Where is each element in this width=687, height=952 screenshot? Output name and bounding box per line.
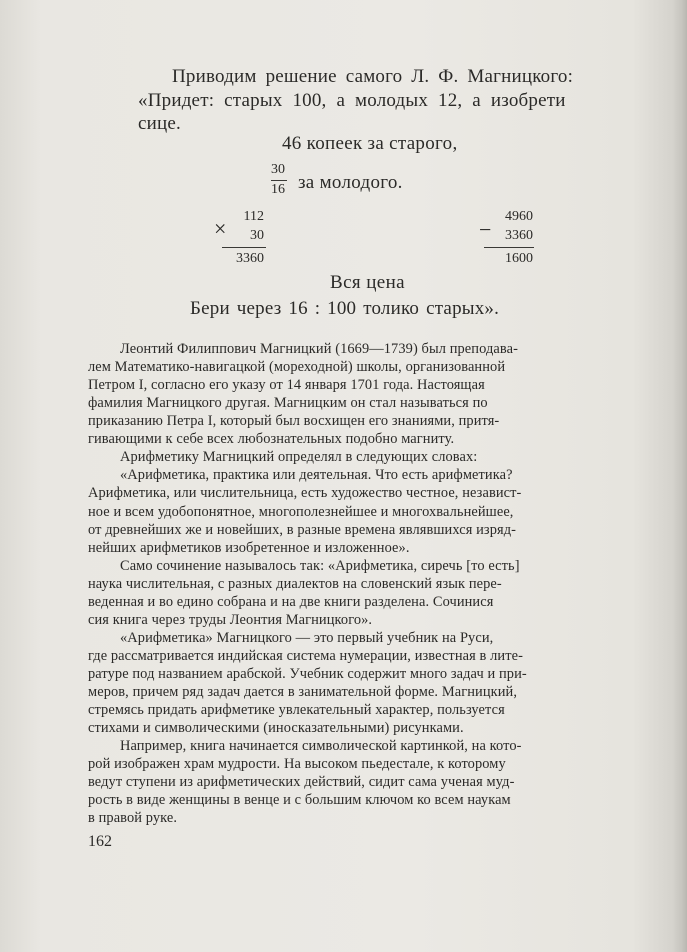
sub-bottom-number: 3360	[505, 228, 533, 243]
body-line: Арифметика, или числительница, есть художество честное, независт-	[88, 485, 522, 502]
fraction-bar	[271, 180, 287, 181]
body-line: Петром I, согласно его указу от 14 января 1701 года. Настоящая	[88, 377, 485, 394]
body-line: стремясь придать арифметике увлекательный характер, пользуется	[88, 702, 505, 718]
take-line: Бери через 16 : 100 толико старых».	[190, 298, 500, 319]
body-line: лем Математико-навигацкой (мореходной) школы, организованной	[88, 359, 506, 376]
old-price-line: 46 копеек за старого,	[282, 133, 458, 154]
body-line: фамилия Магницкого другая. Магницким он стал называться по	[88, 395, 488, 412]
mult-top-number: 112	[243, 209, 264, 224]
body-line: «Арифметика, практика или деятельная. Что есть арифметика?	[120, 467, 513, 484]
mult-rule	[222, 247, 266, 248]
young-price-line: за молодого.	[298, 172, 403, 193]
mult-bottom-number: 30	[250, 228, 264, 243]
quote-line-2: «Придет: старых 100, а молодых 12, а изобрети	[138, 90, 566, 111]
body-line: ведут ступени из арифметических действий, сидит сама ученая муд-	[88, 774, 515, 791]
page-edge-shadow	[673, 0, 687, 952]
sub-result-number: 1600	[505, 251, 533, 266]
body-line: гивающими к себе всех любознательных подобно магниту.	[88, 431, 455, 448]
fraction-numerator: 30	[271, 162, 285, 177]
body-line: меров, причем ряд задач дается в занимательной форме. Магницкий,	[88, 684, 518, 700]
body-line: Арифметику Магницкий определял в следующих словах:	[120, 449, 478, 466]
body-line: Само сочинение называлось так: «Арифметика, сиречь [то есть]	[120, 557, 520, 574]
body-line: Например, книга начинается символической картинкой, на кото-	[120, 738, 522, 755]
body-line: где рассматривается индийская система нумерации, известная в лите-	[88, 647, 523, 664]
quote-line-3: сице.	[138, 113, 181, 134]
body-line: рость в виде женщины в венце и с большим ключом ко всем наукам	[88, 792, 511, 809]
quote-line-1: Приводим решение самого Л. Ф. Магницкого:	[172, 66, 574, 87]
sub-rule	[484, 247, 534, 248]
body-line: в правой руке.	[88, 810, 178, 827]
body-line: Леонтий Филиппович Магницкий (1669—1739) был преподава-	[120, 341, 518, 357]
body-line: нейших арифметиков изобретенное и изложенное».	[88, 539, 410, 556]
body-line: ное и всем удобопонятное, многополезнейшее и многохвальнейшее,	[88, 503, 514, 520]
page-number: 162	[88, 833, 112, 850]
body-line: сия книга через труды Леонтия Магницкого».	[88, 611, 373, 628]
total-price-line: Вся цена	[330, 272, 405, 293]
minus-sign: −	[479, 217, 492, 242]
body-line: наука числительная, с разных диалектов на словенский язык пере-	[88, 575, 502, 592]
sub-top-number: 4960	[505, 209, 533, 224]
body-line: приказанию Петра I, который был восхищен его знаниями, притя-	[88, 413, 500, 430]
body-line: «Арифметика» Магницкого — это первый учебник на Руси,	[120, 629, 494, 646]
body-line: стихами и символическими (иносказательными) рисунками.	[88, 720, 464, 736]
mult-result-number: 3360	[236, 251, 264, 266]
body-line: ратуре под названием арабской. Учебник содержит много задач и при-	[88, 665, 527, 682]
body-line: рой изображен храм мудрости. На высоком пьедестале, к которому	[88, 756, 506, 773]
body-line: от древнейших же и новейших, в разные времена являвшихся изряд-	[88, 521, 517, 538]
multiply-sign: ×	[214, 216, 227, 241]
fraction-denominator: 16	[271, 182, 285, 197]
body-line: веденная и во едино собрана и на две книги разделена. Сочинися	[88, 593, 494, 610]
